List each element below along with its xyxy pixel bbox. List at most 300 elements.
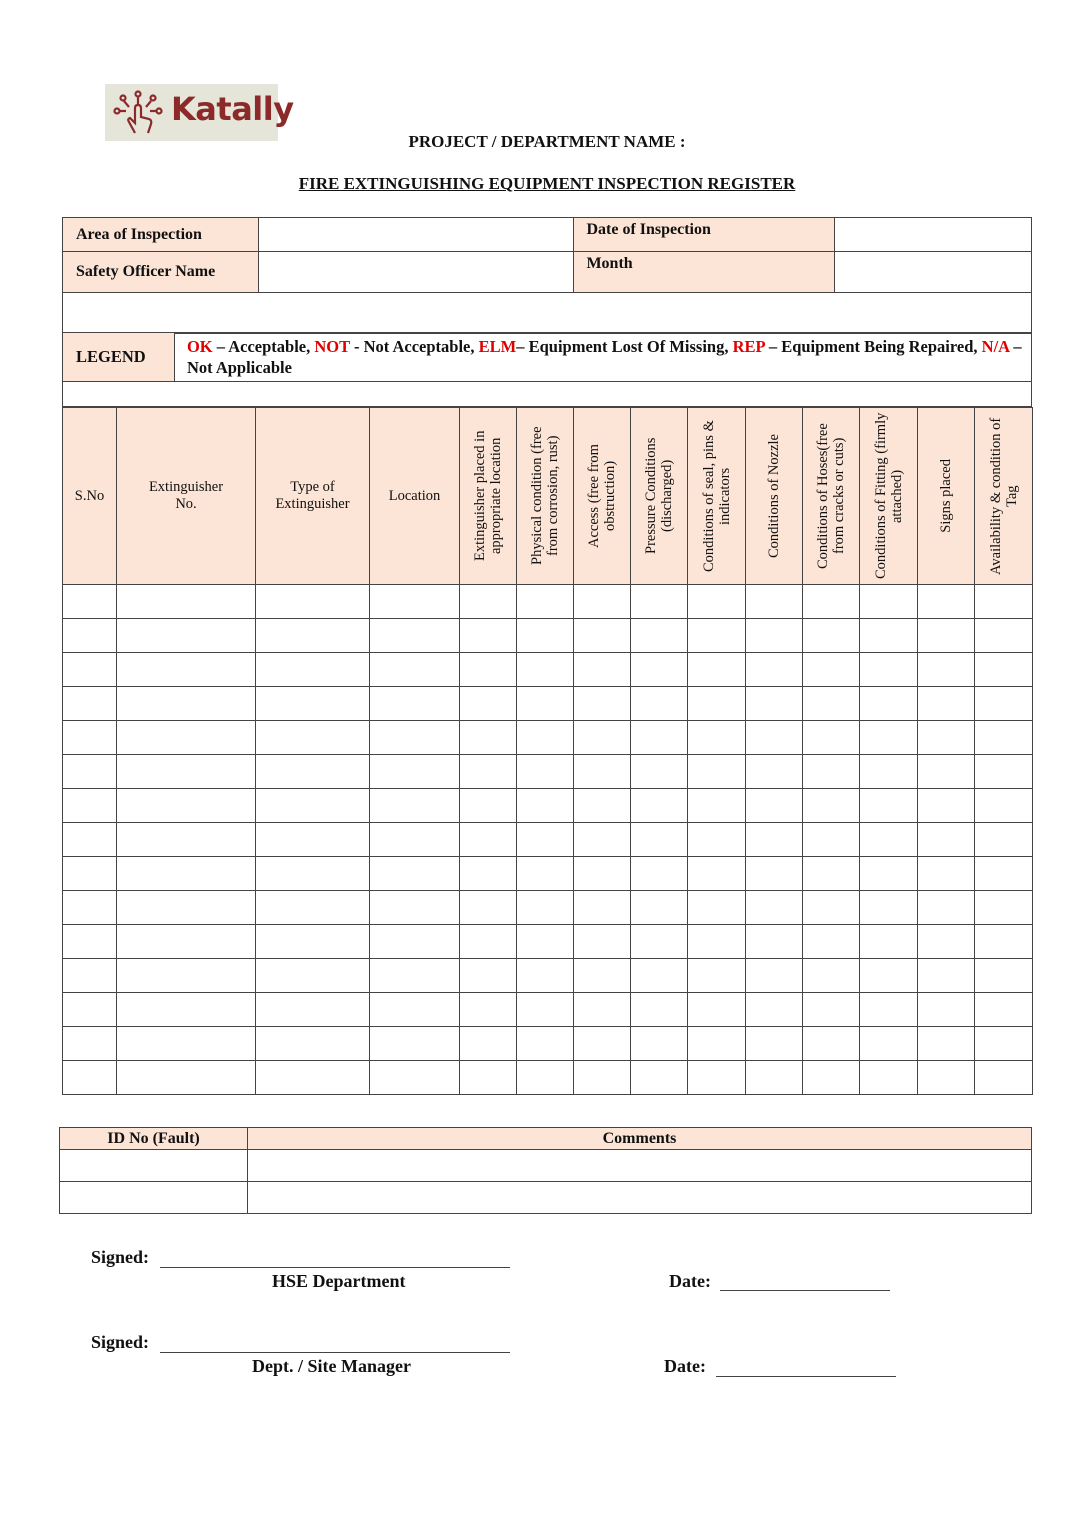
table-cell[interactable] xyxy=(975,1061,1033,1095)
hse-department-label: HSE Department xyxy=(272,1271,406,1291)
table-cell[interactable] xyxy=(803,925,860,959)
table-cell[interactable] xyxy=(746,755,803,789)
table-cell[interactable] xyxy=(117,857,256,891)
signed-label: Signed: xyxy=(91,1332,150,1352)
table-cell[interactable] xyxy=(256,721,370,755)
id-no-cell[interactable] xyxy=(60,1150,248,1182)
table-cell[interactable] xyxy=(460,823,517,857)
table-cell[interactable] xyxy=(117,1027,256,1061)
table-cell[interactable] xyxy=(63,925,117,959)
table-cell[interactable] xyxy=(370,925,460,959)
table-cell[interactable] xyxy=(631,1027,688,1061)
table-cell[interactable] xyxy=(803,891,860,925)
table-cell[interactable] xyxy=(860,653,918,687)
table-cell[interactable] xyxy=(460,585,517,619)
column-header-text: Conditions of Hoses(free from cracks or cuts) xyxy=(815,423,847,569)
table-cell[interactable] xyxy=(117,687,256,721)
table-cell[interactable] xyxy=(918,959,975,993)
column-header-physical xyxy=(517,408,574,585)
table-cell[interactable] xyxy=(975,1027,1033,1061)
table-cell[interactable] xyxy=(688,755,746,789)
month-label: Month xyxy=(574,252,835,293)
legend-sep: – xyxy=(764,337,782,356)
table-cell[interactable] xyxy=(256,823,370,857)
table-cell[interactable] xyxy=(631,755,688,789)
table-cell[interactable] xyxy=(574,891,631,925)
table-cell[interactable] xyxy=(631,857,688,891)
table-cell[interactable] xyxy=(746,1061,803,1095)
table-cell[interactable] xyxy=(256,653,370,687)
table-cell[interactable] xyxy=(860,925,918,959)
table-cell[interactable] xyxy=(574,585,631,619)
table-cell[interactable] xyxy=(117,925,256,959)
table-cell[interactable] xyxy=(631,585,688,619)
table-cell[interactable] xyxy=(574,687,631,721)
table-cell[interactable] xyxy=(63,755,117,789)
table-cell[interactable] xyxy=(517,925,574,959)
table-cell[interactable] xyxy=(975,755,1033,789)
table-cell[interactable] xyxy=(860,1061,918,1095)
legend-desc-ok: Acceptable, xyxy=(228,337,315,356)
column-header-access xyxy=(574,408,631,585)
table-cell[interactable] xyxy=(517,823,574,857)
table-cell[interactable] xyxy=(803,755,860,789)
table-cell[interactable] xyxy=(63,857,117,891)
table-cell[interactable] xyxy=(574,789,631,823)
table-cell[interactable] xyxy=(860,789,918,823)
table-cell[interactable] xyxy=(256,585,370,619)
column-header-text: Conditions of Fitting (firmly attached) xyxy=(872,412,905,580)
table-cell[interactable] xyxy=(370,959,460,993)
table-row xyxy=(63,755,1033,789)
table-cell[interactable] xyxy=(975,619,1033,653)
table-cell[interactable] xyxy=(517,959,574,993)
table-cell[interactable] xyxy=(860,619,918,653)
table-cell[interactable] xyxy=(117,959,256,993)
table-cell[interactable] xyxy=(574,993,631,1027)
inspection-info-table xyxy=(62,217,1032,334)
table-cell[interactable] xyxy=(256,857,370,891)
table-row xyxy=(63,653,1033,687)
column-header-text: Conditions of seal, pins & indicators xyxy=(700,420,733,572)
table-cell[interactable] xyxy=(63,585,117,619)
safety-officer-label: Safety Officer Name xyxy=(63,252,259,293)
area-field[interactable] xyxy=(258,218,574,252)
table-cell[interactable] xyxy=(688,891,746,925)
column-header-fitting xyxy=(860,408,918,585)
comments-row xyxy=(60,1150,1032,1182)
table-cell[interactable] xyxy=(631,619,688,653)
date-label: Date: xyxy=(669,1271,711,1291)
hse-signature-line[interactable] xyxy=(160,1267,510,1268)
table-cell[interactable] xyxy=(975,687,1033,721)
table-row xyxy=(63,1027,1033,1061)
table-cell[interactable] xyxy=(460,755,517,789)
column-header-pressure xyxy=(631,408,688,585)
table-cell[interactable] xyxy=(918,823,975,857)
table-cell[interactable] xyxy=(631,891,688,925)
table-cell[interactable] xyxy=(574,925,631,959)
table-cell[interactable] xyxy=(460,993,517,1027)
table-cell[interactable] xyxy=(803,1027,860,1061)
table-cell[interactable] xyxy=(688,959,746,993)
table-cell[interactable] xyxy=(803,687,860,721)
table-cell[interactable] xyxy=(370,891,460,925)
table-cell[interactable] xyxy=(975,823,1033,857)
table-row xyxy=(63,687,1033,721)
legend-desc-rep: Equipment Being Repaired, xyxy=(781,337,982,356)
logo-text: Katally xyxy=(171,90,294,128)
table-cell[interactable] xyxy=(460,891,517,925)
table-cell[interactable] xyxy=(688,789,746,823)
table-row xyxy=(63,721,1033,755)
table-cell[interactable] xyxy=(975,789,1033,823)
table-cell[interactable] xyxy=(574,1027,631,1061)
inspection-register-table xyxy=(62,407,1033,1095)
table-cell[interactable] xyxy=(975,891,1033,925)
table-cell[interactable] xyxy=(803,823,860,857)
table-cell[interactable] xyxy=(370,585,460,619)
register-title-text: FIRE EXTINGUISHING EQUIPMENT INSPECTION REGISTER xyxy=(298,174,796,193)
table-cell[interactable] xyxy=(746,993,803,1027)
table-row xyxy=(63,1061,1033,1095)
table-cell[interactable] xyxy=(370,857,460,891)
column-header-hoses xyxy=(803,408,860,585)
table-cell[interactable] xyxy=(256,891,370,925)
blank-row xyxy=(63,293,1032,334)
comments-table xyxy=(59,1127,1032,1214)
table-cell[interactable] xyxy=(918,891,975,925)
manager-date-line[interactable] xyxy=(716,1376,896,1377)
table-cell[interactable] xyxy=(370,1027,460,1061)
table-cell[interactable] xyxy=(256,993,370,1027)
id-no-cell[interactable] xyxy=(60,1182,248,1214)
table-cell[interactable] xyxy=(803,653,860,687)
table-cell[interactable] xyxy=(370,755,460,789)
table-cell[interactable] xyxy=(631,993,688,1027)
table-row xyxy=(63,585,1033,619)
table-cell[interactable] xyxy=(688,1027,746,1061)
table-cell[interactable] xyxy=(63,959,117,993)
table-cell[interactable] xyxy=(975,993,1033,1027)
date-label: Date: xyxy=(664,1356,706,1376)
table-cell[interactable] xyxy=(688,823,746,857)
comments-row xyxy=(60,1182,1032,1214)
table-cell[interactable] xyxy=(460,1061,517,1095)
table-cell[interactable] xyxy=(517,857,574,891)
legend-sep: – xyxy=(516,337,529,356)
table-cell[interactable] xyxy=(746,959,803,993)
table-cell[interactable] xyxy=(256,1061,370,1095)
table-cell[interactable] xyxy=(803,959,860,993)
table-cell[interactable] xyxy=(860,823,918,857)
date-of-inspection-label: Date of Inspection xyxy=(574,218,835,252)
table-cell[interactable] xyxy=(63,891,117,925)
table-cell[interactable] xyxy=(117,721,256,755)
column-header-placed xyxy=(460,408,517,585)
table-cell[interactable] xyxy=(918,1027,975,1061)
table-cell[interactable] xyxy=(574,823,631,857)
table-cell[interactable] xyxy=(517,687,574,721)
legend-label: LEGEND xyxy=(63,333,175,382)
table-cell[interactable] xyxy=(860,891,918,925)
legend-sep: – xyxy=(212,337,229,356)
table-cell[interactable] xyxy=(517,1027,574,1061)
table-cell[interactable] xyxy=(746,789,803,823)
column-header-text: Extinguisher No. xyxy=(148,479,224,512)
legend-code-elm: ELM xyxy=(478,337,517,356)
table-cell[interactable] xyxy=(117,891,256,925)
column-header-text: Conditions of Nozzle xyxy=(766,433,782,559)
table-cell[interactable] xyxy=(256,755,370,789)
table-cell[interactable] xyxy=(746,619,803,653)
table-cell[interactable] xyxy=(631,687,688,721)
table-cell[interactable] xyxy=(370,619,460,653)
table-cell[interactable] xyxy=(918,993,975,1027)
table-row xyxy=(63,925,1033,959)
table-cell[interactable] xyxy=(574,1061,631,1095)
table-cell[interactable] xyxy=(975,721,1033,755)
table-cell[interactable] xyxy=(63,1027,117,1061)
table-cell[interactable] xyxy=(63,721,117,755)
column-header-tag xyxy=(975,408,1033,585)
table-cell[interactable] xyxy=(918,789,975,823)
table-cell[interactable] xyxy=(370,721,460,755)
table-cell[interactable] xyxy=(256,959,370,993)
comments-header: Comments xyxy=(248,1128,1032,1150)
table-cell[interactable] xyxy=(746,653,803,687)
table-cell[interactable] xyxy=(975,857,1033,891)
legend-sep: – xyxy=(1009,337,1022,356)
table-cell[interactable] xyxy=(256,1027,370,1061)
table-cell[interactable] xyxy=(517,619,574,653)
column-header-text: Type of Extinguisher xyxy=(275,479,350,512)
table-cell[interactable] xyxy=(746,687,803,721)
table-cell[interactable] xyxy=(117,789,256,823)
table-cell[interactable] xyxy=(631,925,688,959)
table-cell[interactable] xyxy=(746,925,803,959)
table-cell[interactable] xyxy=(117,653,256,687)
column-header-text: Pressure Conditions (discharged) xyxy=(643,437,675,555)
column-header-text: Access (free from obstruction) xyxy=(586,444,618,548)
comment-cell[interactable] xyxy=(248,1182,1032,1214)
table-cell[interactable] xyxy=(688,653,746,687)
column-header-extinguisher-no xyxy=(117,408,256,585)
table-cell[interactable] xyxy=(117,755,256,789)
legend-text xyxy=(174,333,1031,382)
table-cell[interactable] xyxy=(860,687,918,721)
table-cell[interactable] xyxy=(256,687,370,721)
table-cell[interactable] xyxy=(517,585,574,619)
table-cell[interactable] xyxy=(631,1061,688,1095)
table-cell[interactable] xyxy=(63,823,117,857)
manager-signature-line[interactable] xyxy=(160,1352,510,1353)
table-cell[interactable] xyxy=(460,1027,517,1061)
area-label: Area of Inspection xyxy=(63,218,259,252)
table-cell[interactable] xyxy=(517,993,574,1027)
column-header-text: Availability & condition of Tag xyxy=(987,417,1020,575)
table-cell[interactable] xyxy=(63,653,117,687)
table-cell[interactable] xyxy=(746,585,803,619)
table-row xyxy=(63,891,1033,925)
table-cell[interactable] xyxy=(460,619,517,653)
table-row xyxy=(63,857,1033,891)
legend-table xyxy=(62,332,1032,407)
hand-touch-icon xyxy=(111,89,167,137)
table-row xyxy=(63,619,1033,653)
month-field[interactable] xyxy=(835,252,1032,293)
table-cell[interactable] xyxy=(574,959,631,993)
site-manager-label: Dept. / Site Manager xyxy=(252,1356,411,1376)
table-cell[interactable] xyxy=(918,857,975,891)
table-cell[interactable] xyxy=(460,721,517,755)
table-cell[interactable] xyxy=(746,857,803,891)
table-cell[interactable] xyxy=(631,789,688,823)
column-header-seal xyxy=(688,408,746,585)
table-cell[interactable] xyxy=(803,585,860,619)
table-cell[interactable] xyxy=(631,653,688,687)
page-title xyxy=(7,174,1080,194)
table-cell[interactable] xyxy=(370,653,460,687)
table-cell[interactable] xyxy=(370,993,460,1027)
table-cell[interactable] xyxy=(631,823,688,857)
table-cell[interactable] xyxy=(63,789,117,823)
column-header-nozzle xyxy=(746,408,803,585)
table-cell[interactable] xyxy=(631,721,688,755)
table-cell[interactable] xyxy=(574,619,631,653)
table-cell[interactable] xyxy=(63,687,117,721)
table-cell[interactable] xyxy=(117,993,256,1027)
table-cell[interactable] xyxy=(688,857,746,891)
column-header-type xyxy=(256,408,370,585)
table-cell[interactable] xyxy=(860,721,918,755)
table-cell[interactable] xyxy=(460,653,517,687)
table-cell[interactable] xyxy=(517,1061,574,1095)
table-cell[interactable] xyxy=(803,721,860,755)
legend-desc-na: Not Applicable xyxy=(186,358,292,377)
hse-date-line[interactable] xyxy=(720,1290,890,1291)
table-cell[interactable] xyxy=(918,721,975,755)
table-cell[interactable] xyxy=(918,925,975,959)
legend-sep: - xyxy=(349,337,364,356)
table-cell[interactable] xyxy=(918,619,975,653)
table-cell[interactable] xyxy=(918,687,975,721)
table-cell[interactable] xyxy=(860,585,918,619)
legend-desc-not: Not Acceptable, xyxy=(363,337,479,356)
table-cell[interactable] xyxy=(975,585,1033,619)
table-cell[interactable] xyxy=(117,1061,256,1095)
table-cell[interactable] xyxy=(517,653,574,687)
table-cell[interactable] xyxy=(370,1061,460,1095)
table-cell[interactable] xyxy=(117,585,256,619)
table-cell[interactable] xyxy=(918,653,975,687)
table-cell[interactable] xyxy=(460,959,517,993)
date-of-inspection-field[interactable] xyxy=(835,218,1032,252)
table-cell[interactable] xyxy=(918,755,975,789)
comments-body xyxy=(60,1150,1032,1214)
table-cell[interactable] xyxy=(63,993,117,1027)
table-body xyxy=(63,585,1033,1095)
table-cell[interactable] xyxy=(860,755,918,789)
table-cell[interactable] xyxy=(975,653,1033,687)
table-cell[interactable] xyxy=(63,619,117,653)
table-cell[interactable] xyxy=(746,823,803,857)
table-cell[interactable] xyxy=(975,959,1033,993)
table-cell[interactable] xyxy=(370,687,460,721)
column-header-text: Physical condition (free from corrosion, rust) xyxy=(529,426,561,566)
table-cell[interactable] xyxy=(860,993,918,1027)
table-cell[interactable] xyxy=(803,619,860,653)
table-cell[interactable] xyxy=(918,585,975,619)
table-cell[interactable] xyxy=(918,1061,975,1095)
table-cell[interactable] xyxy=(574,653,631,687)
safety-officer-field[interactable] xyxy=(258,252,574,293)
table-cell[interactable] xyxy=(460,687,517,721)
table-cell[interactable] xyxy=(256,925,370,959)
table-cell[interactable] xyxy=(803,857,860,891)
table-cell[interactable] xyxy=(574,721,631,755)
column-header-text: Signs placed xyxy=(938,459,954,533)
table-cell[interactable] xyxy=(746,891,803,925)
signed-label: Signed: xyxy=(91,1247,150,1267)
table-cell[interactable] xyxy=(688,687,746,721)
table-cell[interactable] xyxy=(517,721,574,755)
table-cell[interactable] xyxy=(688,619,746,653)
table-cell[interactable] xyxy=(117,823,256,857)
table-cell[interactable] xyxy=(256,789,370,823)
table-cell[interactable] xyxy=(746,1027,803,1061)
table-cell[interactable] xyxy=(460,789,517,823)
table-cell[interactable] xyxy=(370,823,460,857)
table-cell[interactable] xyxy=(631,959,688,993)
table-cell[interactable] xyxy=(803,993,860,1027)
table-cell[interactable] xyxy=(574,755,631,789)
table-cell[interactable] xyxy=(517,891,574,925)
legend-code-not: NOT xyxy=(314,337,350,356)
column-header-signs xyxy=(918,408,975,585)
table-cell[interactable] xyxy=(860,1027,918,1061)
table-cell[interactable] xyxy=(975,925,1033,959)
table-cell[interactable] xyxy=(860,857,918,891)
table-cell[interactable] xyxy=(688,925,746,959)
table-cell[interactable] xyxy=(688,721,746,755)
table-cell[interactable] xyxy=(460,857,517,891)
table-cell[interactable] xyxy=(803,1061,860,1095)
table-cell[interactable] xyxy=(256,619,370,653)
table-cell[interactable] xyxy=(370,789,460,823)
table-cell[interactable] xyxy=(517,755,574,789)
table-cell[interactable] xyxy=(460,925,517,959)
table-cell[interactable] xyxy=(688,1061,746,1095)
table-cell[interactable] xyxy=(574,857,631,891)
id-no-header: ID No (Fault) xyxy=(60,1128,248,1150)
table-cell[interactable] xyxy=(860,959,918,993)
table-cell[interactable] xyxy=(746,721,803,755)
table-row xyxy=(63,823,1033,857)
table-cell[interactable] xyxy=(688,993,746,1027)
table-cell[interactable] xyxy=(63,1061,117,1095)
table-cell[interactable] xyxy=(803,789,860,823)
table-row xyxy=(63,959,1033,993)
table-row xyxy=(63,993,1033,1027)
blank-row xyxy=(63,382,1032,407)
column-header-location: Location xyxy=(370,408,460,585)
table-cell[interactable] xyxy=(117,619,256,653)
legend-desc-elm: Equipment Lost Of Missing, xyxy=(528,337,733,356)
table-cell[interactable] xyxy=(517,789,574,823)
comment-cell[interactable] xyxy=(248,1150,1032,1182)
table-cell[interactable] xyxy=(688,585,746,619)
